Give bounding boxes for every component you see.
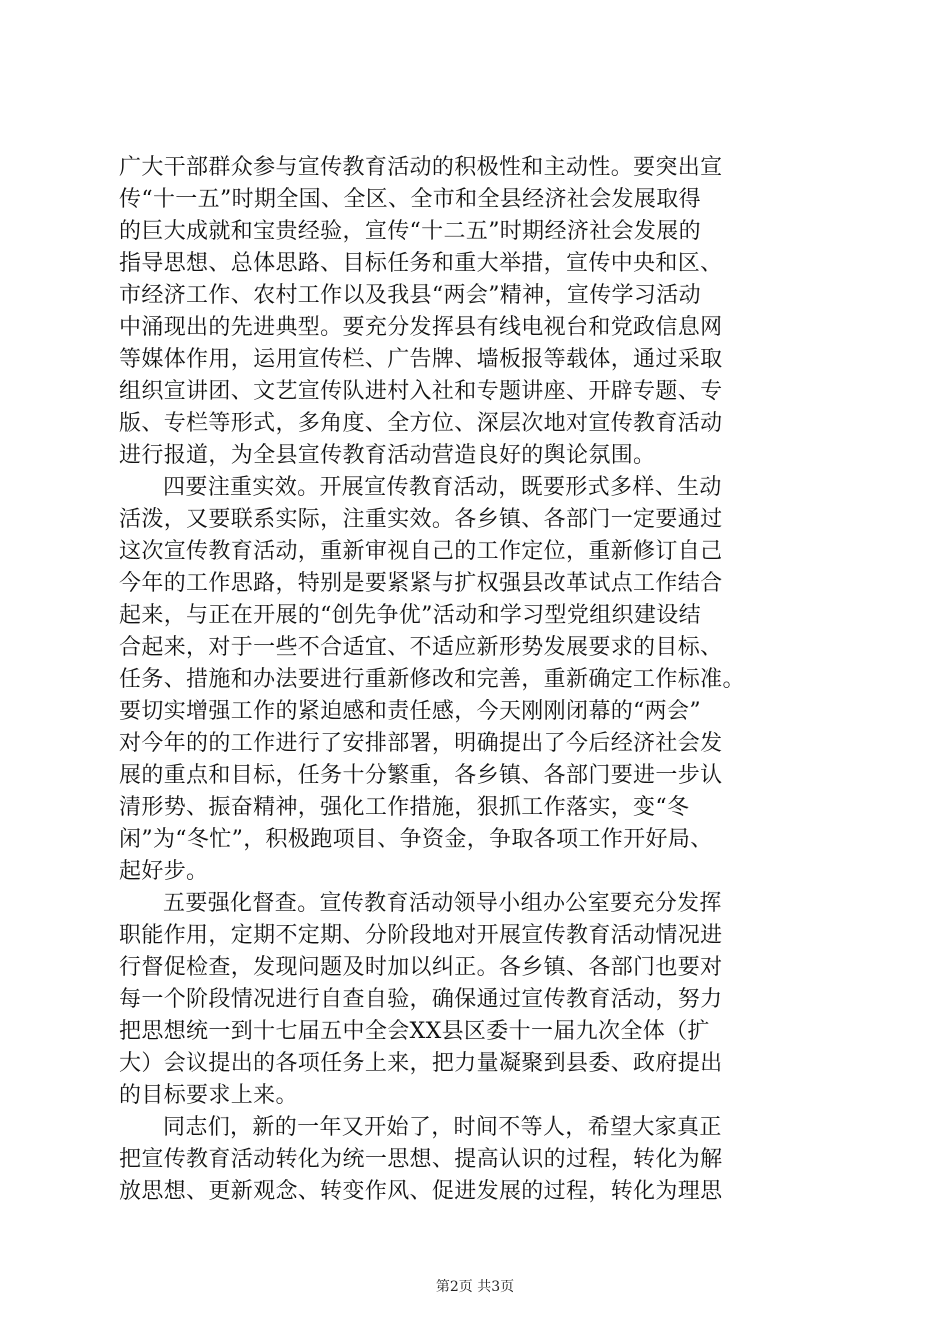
text-line: 同志们，新的一年又开始了，时间不等人，希望大家真正: [163, 1115, 722, 1140]
text-line: 行督促检查，发现问题及时加以纠正。各乡镇、各部门也要对: [119, 955, 723, 980]
text-line: 任务、措施和办法要进行重新修改和完善，重新确定工作标准。: [119, 667, 745, 692]
text-line: 组织宣讲团、文艺宣传队进村入社和专题讲座、开辟专题、专: [119, 379, 723, 404]
text-line: 市经济工作、农村工作以及我县“两会”精神，宣传学习活动: [119, 283, 701, 308]
document-body: [119, 152, 831, 1208]
text-line: 版、专栏等形式，多角度、全方位、深层次地对宣传教育活动: [119, 411, 723, 436]
text-line: 中涌现出的先进典型。要充分发挥县有线电视台和党政信息网: [119, 315, 723, 340]
text-line: 五要强化督查。宣传教育活动领导小组办公室要充分发挥: [163, 891, 722, 916]
text-line: 起来，与正在开展的“创先争优”活动和学习型党组织建设结: [119, 603, 701, 628]
text-line: 指导思想、总体思路、目标任务和重大举措，宣传中央和区、: [119, 251, 723, 276]
text-line: 大）会议提出的各项任务上来，把力量凝聚到县委、政府提出: [119, 1051, 723, 1076]
text-line: 等媒体作用，运用宣传栏、广告牌、墙板报等载体，通过采取: [119, 347, 723, 372]
text-line: 把思想统一到十七届五中全会XX县区委十一届九次全体（扩: [119, 1019, 710, 1044]
text-line: 的目标要求上来。: [119, 1083, 298, 1108]
text-line: 放思想、更新观念、转变作风、促进发展的过程，转化为理思: [119, 1179, 723, 1204]
text-line: 对今年的的工作进行了安排部署，明确提出了今后经济社会发: [119, 731, 723, 756]
text-line: 今年的工作思路，特别是要紧紧与扩权强县改革试点工作结合: [119, 571, 723, 596]
page-number: 第2页 共3页: [435, 1279, 515, 1295]
text-line: 展的重点和目标，任务十分繁重，各乡镇、各部门要进一步认: [119, 763, 723, 788]
text-line: 起好步。: [119, 859, 209, 884]
text-line: 合起来，对于一些不合适宜、不适应新形势发展要求的目标、: [119, 635, 723, 660]
text-line: 活泼，又要联系实际，注重实效。各乡镇、各部门一定要通过: [119, 507, 723, 532]
text-line: 要切实增强工作的紧迫感和责任感，今天刚刚闭幕的“两会”: [119, 699, 701, 724]
text-line: 这次宣传教育活动，重新审视自己的工作定位，重新修订自己: [119, 539, 723, 564]
text-line: 闲”为“冬忙”，积极跑项目、争资金，争取各项工作开好局、: [119, 827, 713, 852]
paragraph: [119, 1112, 831, 1208]
text-line: 广大干部群众参与宣传教育活动的积极性和主动性。要突出宣: [119, 155, 723, 180]
paragraph: [119, 888, 831, 1112]
text-line: 清形势、振奋精神，强化工作措施，狠抓工作落实，变“冬: [119, 795, 690, 820]
text-line: 职能作用，定期不定期、分阶段地对开展宣传教育活动情况进: [119, 923, 723, 948]
paragraph: [119, 472, 831, 888]
text-line: 把宣传教育活动转化为统一思想、提高认识的过程，转化为解: [119, 1147, 723, 1172]
paragraph: [119, 152, 831, 472]
text-line: 进行报道，为全县宣传教育活动营造良好的舆论氛围。: [119, 443, 656, 468]
text-line: 四要注重实效。开展宣传教育活动，既要形式多样、生动: [163, 475, 722, 500]
text-line: 传“十一五”时期全国、全区、全市和全县经济社会发展取得: [119, 187, 701, 212]
text-line: 的巨大成就和宝贵经验，宣传“十二五”时期经济社会发展的: [119, 219, 701, 244]
text-line: 每一个阶段情况进行自查自验，确保通过宣传教育活动，努力: [119, 987, 723, 1012]
